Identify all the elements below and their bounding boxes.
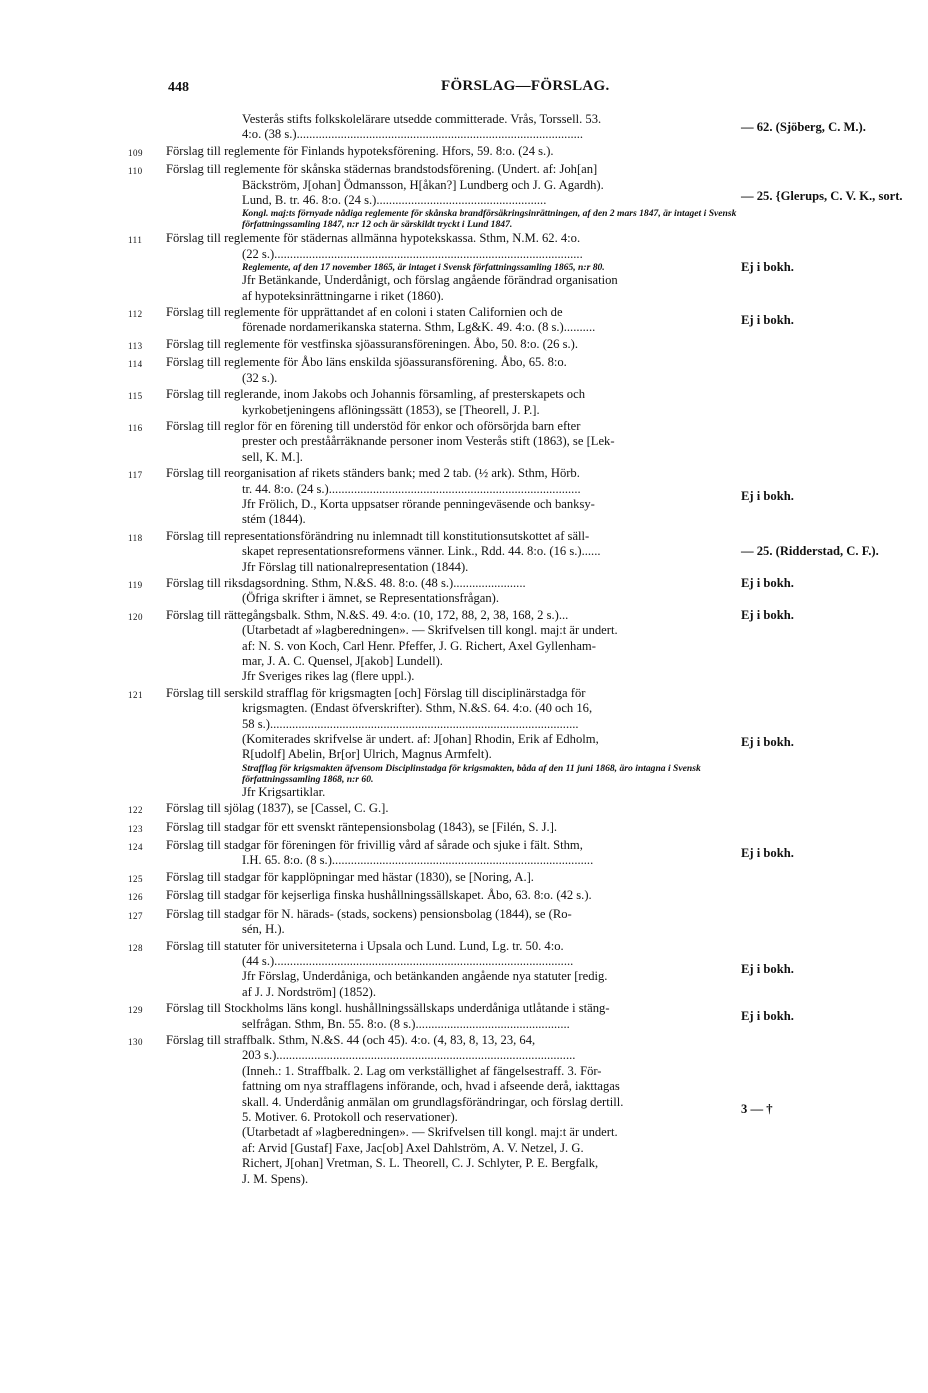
entry-line: Förslag till stadgar för ett svenskt räntepensionsbolag (1843), se [Filén, S. J.]. (166, 819, 558, 834)
entry-cross-reference: Jfr Frölich, D., Korta uppsatser rörande penningeväsende och banksy- (242, 496, 595, 511)
entry-line: Vesterås stifts folkskolelärare utsedde committerade. Vrås, Torssell. 53. (242, 112, 602, 126)
entry-line: Förslag till stadgar för kapplöpningar med hästar (1830), se [Noring, A.]. (166, 869, 534, 884)
entry-number: 118 (128, 532, 143, 543)
bibliography-entry (128, 337, 910, 354)
entry-line: Förslag till reglemente för skånska städernas brandstodsförening. (Undert. af: Joh[an] (166, 162, 598, 177)
entry-line: Förslag till statuter för universiteterna i Upsala och Lund. Lund, Lg. tr. 50. 4:o. (166, 938, 564, 953)
entry-number: 110 (128, 166, 143, 177)
entry-line: 203 s.)............................................................................................... (242, 1048, 576, 1063)
entry-price: Ej i bokh. (741, 489, 794, 504)
entry-cross-reference: af: N. S. von Koch, Carl Henr. Pfeffer, J. G. Richert, Axel Gyllenham- (242, 638, 596, 653)
entry-line: (32 s.). (242, 370, 278, 385)
page-number: 448 (168, 80, 189, 95)
entry-cross-reference: Jfr Krigsartiklar. (242, 784, 326, 799)
entry-cross-reference: (Utarbetadt af »lagberedningen». — Skrifvelsen till kongl. maj:t är undert. (242, 623, 618, 638)
bibliography-entry (128, 801, 910, 818)
entry-cross-reference: J. M. Spens). (242, 1171, 309, 1186)
entry-price: Ej i bokh. (741, 735, 794, 750)
entry-text (165, 387, 737, 418)
entry-text (165, 1001, 737, 1032)
entry-text (165, 939, 737, 1001)
bibliography-entry (128, 355, 910, 386)
bibliography-entry (128, 608, 910, 685)
entry-note: Strafflag för krigsmakten äfvensom Disciplinstadga för krigsmakten, båda af den 11 juni 1868, äro intagna i Svensk författningssamling 1868, n:r 60. (242, 762, 701, 785)
entry-cross-reference: stém (1844). (242, 512, 306, 527)
entry-text (165, 466, 737, 528)
entry-line: Förslag till reglemente för vestfinska sjöassuransföreningen. Åbo, 50. 8:o. (26 s.). (166, 336, 579, 351)
entry-line: Förslag till representationsförändring nu inlemnadt till konstitutionsutskottet af säll- (166, 528, 590, 543)
bibliography-entry (128, 529, 910, 575)
entry-text (165, 907, 737, 938)
entry-number: 120 (128, 611, 143, 622)
entry-text (165, 838, 737, 869)
entry-number: 117 (128, 470, 143, 481)
entry-cross-reference: (Öfriga skrifter i ämnet, se Representationsfrågan). (242, 591, 500, 606)
entry-text (165, 529, 737, 575)
entry-cross-reference: af hypoteksinrättningarne i riket (1860). (242, 288, 444, 303)
entry-line: 58 s.).................................................................................................. (242, 716, 579, 731)
entry-line: Förslag till stadgar för N. härads- (stads, sockens) pensionsbolag (1844), se (Ro- (166, 906, 572, 921)
entry-number: 126 (128, 892, 143, 903)
entry-number (128, 112, 165, 143)
entry-text (165, 820, 737, 837)
entry-number: 115 (128, 391, 143, 402)
entry-price (737, 820, 910, 837)
entry-number: 123 (128, 823, 143, 834)
entry-number: 125 (128, 873, 143, 884)
entry-price: Ej i bokh. (741, 607, 794, 622)
entry-number: 111 (128, 235, 143, 246)
entry-cross-reference: Jfr Förslag, Underdåniga, och betänkanden angående nya statuter [redig. (242, 969, 608, 984)
entry-line: 4:o. (38 s.)........................................................................................... (242, 127, 584, 142)
bibliography-entry (128, 820, 910, 837)
entry-note: Reglemente, af den 17 november 1865, är intaget i Svensk författningssamling 1865, n:r 80. (242, 262, 605, 274)
entry-number: 113 (128, 340, 143, 351)
bibliography-entry (128, 387, 910, 418)
bibliography-entry (128, 231, 910, 304)
entry-line: Lund, B. tr. 46. 8:o. (24 s.)...................................................... (242, 193, 547, 208)
entry-line: Förslag till rättegångsbalk. Sthm, N.&S. 49. 4:o. (10, 172, 88, 2, 38, 168, 2 s.)... (166, 607, 569, 622)
entry-price: Ej i bokh. (741, 575, 794, 590)
entry-price: — 62. (Sjöberg, C. M.). (741, 119, 866, 134)
bibliography-entry (128, 870, 910, 887)
entry-line: förenade nordamerikanska staterna. Sthm, Lg&K. 49. 4:o. (8 s.).......... (242, 320, 596, 335)
entry-text (165, 337, 737, 354)
entry-price: Ej i bokh. (741, 312, 794, 327)
entry-text (165, 355, 737, 386)
entry-price: 3 — † (741, 1102, 773, 1117)
entry-price: — 25. {Glerups, C. V. K., sort. (741, 188, 903, 203)
entry-number: 114 (128, 359, 143, 370)
bibliography-entry (128, 907, 910, 938)
entry-line: Förslag till straffbalk. Sthm, N.&S. 44 (och 45). 4:o. (4, 83, 8, 13, 23, 64, (166, 1032, 536, 1047)
entry-line: (22 s.).................................................................................................. (242, 246, 583, 261)
entry-cross-reference: Jfr Betänkande, Underdånigt, och förslag angående förändrad organisation (242, 273, 618, 288)
bibliography-entry (128, 466, 910, 528)
entry-line: Förslag till stadgar för föreningen för frivillig vård af sårade och sjuke i fält. Sthm, (166, 838, 583, 853)
entry-text (165, 305, 737, 336)
bibliography-entry (128, 112, 910, 143)
bibliography-entry (128, 1001, 910, 1032)
entry-line: (44 s.)............................................................................................... (242, 953, 574, 968)
entry-number: 116 (128, 422, 143, 433)
entry-line: selfrågan. Sthm, Bn. 55. 8:o. (8 s.)................................................. (242, 1016, 570, 1031)
entry-text (165, 576, 737, 607)
entry-cross-reference: Jfr Sveriges rikes lag (flere uppl.). (242, 669, 415, 684)
entry-price: Ej i bokh. (741, 1008, 794, 1023)
entry-cross-reference: mar, J. A. C. Quensel, J[akob] Lundell). (242, 654, 443, 668)
entry-line: Förslag till Stockholms läns kongl. hushållningssällskaps underdåniga utlåtande i stäng- (166, 1001, 610, 1016)
entry-line: Förslag till reglemente för städernas allmänna hypotekskassa. Sthm, N.M. 62. 4:o. (166, 231, 581, 246)
entry-text (165, 419, 737, 465)
entry-price: Ej i bokh. (741, 260, 794, 275)
entry-number: 128 (128, 942, 143, 953)
bibliography-entries (128, 112, 910, 1188)
entry-cross-reference: (Inneh.: 1. Straffbalk. 2. Lag om verkställighet af fängelsestraff. 3. För- (242, 1063, 602, 1078)
entry-cross-reference: Richert, J[ohan] Vretman, S. L. Theorell, C. J. Schlyter, P. E. Bergfalk, (242, 1156, 599, 1171)
entry-text (165, 888, 737, 905)
bibliography-entry (128, 144, 910, 161)
entry-price (737, 801, 910, 818)
entry-text (165, 1033, 737, 1187)
entry-text (165, 231, 737, 304)
entry-text (165, 870, 737, 887)
bibliography-entry (128, 576, 910, 607)
entry-number: 121 (128, 689, 143, 700)
bibliography-entry (128, 305, 910, 336)
entry-cross-reference: (Utarbetadt af »lagberedningen». — Skrifvelsen till kongl. maj:t är undert. (242, 1125, 618, 1140)
entry-cross-reference: 5. Motiver. 6. Protokoll och reservationer). (242, 1109, 458, 1124)
bibliography-entry (128, 162, 910, 230)
entry-number: 124 (128, 842, 143, 853)
entry-line: krigsmagten. (Endast öfverskrifter). Sthm, N.&S. 64. 4:o. (40 och 16, (242, 701, 593, 716)
entry-number: 127 (128, 910, 143, 921)
entry-price: Ej i bokh. (741, 845, 794, 860)
running-head: FÖRSLAG—FÖRSLAG. (441, 78, 610, 94)
bibliography-entry (128, 939, 910, 1001)
bibliography-entry (128, 888, 910, 905)
entry-price (737, 144, 910, 161)
entry-price (737, 337, 910, 354)
bibliography-entry (128, 686, 910, 800)
entry-line: Förslag till serskild strafflag för krigsmagten [och] Förslag till disciplinärstadga för (166, 685, 586, 700)
entry-number: 122 (128, 805, 143, 816)
entry-line: prester och preståårräknande personer inom Vesterås stift (1863), se [Lek- (242, 434, 615, 449)
entry-cross-reference: skall. 4. Underdånig anmälan om grundlagsförändringar, och förslag dertill. (242, 1094, 624, 1109)
entry-number: 112 (128, 309, 143, 320)
entry-number: 119 (128, 579, 143, 590)
entry-line: Förslag till reorganisation af rikets ständers bank; med 2 tab. (½ ark). Sthm, Hörb. (166, 466, 580, 481)
entry-cross-reference: Jfr Förslag till nationalrepresentation (1844). (242, 559, 469, 574)
bibliography-entry (128, 1033, 910, 1187)
entry-text (165, 801, 737, 818)
entry-line: Förslag till reglerande, inom Jakobs och Johannis församling, af presterskapets och (166, 387, 585, 402)
entry-cross-reference: af: Arvid [Gustaf] Faxe, Jac[ob] Axel Dahlström, A. V. Netzel, J. G. (242, 1140, 584, 1155)
entry-text (165, 608, 737, 685)
entry-cross-reference: fattning om nya strafflagens införande, och, hvad i afseende derå, iakttagas (242, 1079, 620, 1094)
entry-cross-reference: af J. J. Nordström] (1852). (242, 984, 376, 999)
bibliography-entry (128, 838, 910, 869)
entry-line: sén, H.). (242, 922, 285, 937)
entry-number: 129 (128, 1005, 143, 1016)
entry-price (737, 870, 910, 887)
entry-text (165, 686, 737, 800)
bibliography-entry (128, 419, 910, 465)
entry-text (165, 112, 737, 143)
entry-number: 130 (128, 1036, 143, 1047)
entry-line: Bäckström, J[ohan] Ödmansson, H[åkan?] Lundberg och J. G. Agardh). (242, 177, 604, 192)
entry-line: Förslag till stadgar för kejserliga finska hushållningssällskapet. Åbo, 63. 8:o. (42 s.). (166, 888, 592, 903)
entry-line: skapet representationsreformens vänner. Link., Rdd. 44. 8:o. (16 s.)...... (242, 544, 601, 559)
entry-text (165, 144, 737, 161)
entry-number: 109 (128, 147, 143, 158)
entry-line: R[udolf] Abelin, Br[or] Ulrich, Magnus Armfelt). (242, 747, 492, 762)
entry-note: Kongl. maj:ts förnyade nådiga reglemente för skånska brandförsäkringsinrättningen, af den 2 mars 1847, är intaget i Svensk författningssamling 1847, n:r 12 och är särskildt tryckt i Lund 1847. (242, 208, 737, 231)
entry-line: kyrkobetjeningens aflöningssätt (1853), se [Theorell, J. P.]. (242, 402, 540, 417)
entry-text (165, 162, 737, 230)
entry-line: I.H. 65. 8:o. (8 s.)................................................................................... (242, 853, 594, 868)
entry-line: Förslag till reglemente för Åbo läns enskilda sjöassuransförening. Åbo, 65. 8:o. (166, 355, 567, 370)
entry-line: Förslag till reglemente för upprättandet af en coloni i staten Californien och de (166, 305, 563, 320)
entry-line: Förslag till riksdagsordning. Sthm, N.&S. 48. 8:o. (48 s.)....................... (166, 575, 526, 590)
entry-line: (Komiterades skrifvelse är undert. af: J[ohan] Rhodin, Erik af Edholm, (242, 732, 599, 747)
entry-line: sell, K. M.]. (242, 449, 303, 464)
entry-line: tr. 44. 8:o. (24 s.)................................................................................ (242, 481, 581, 496)
entry-price: — 25. (Ridderstad, C. F.). (741, 544, 879, 559)
entry-price (737, 888, 910, 905)
entry-line: Förslag till reglor för en förening till understöd för enkor och oförsörjda barn efter (166, 418, 581, 433)
entry-price: Ej i bokh. (741, 961, 794, 976)
entry-line: Förslag till sjölag (1837), se [Cassel, C. G.]. (166, 801, 389, 816)
entry-line: Förslag till reglemente för Finlands hypoteksförening. Hfors, 59. 8:o. (24 s.). (166, 143, 554, 158)
